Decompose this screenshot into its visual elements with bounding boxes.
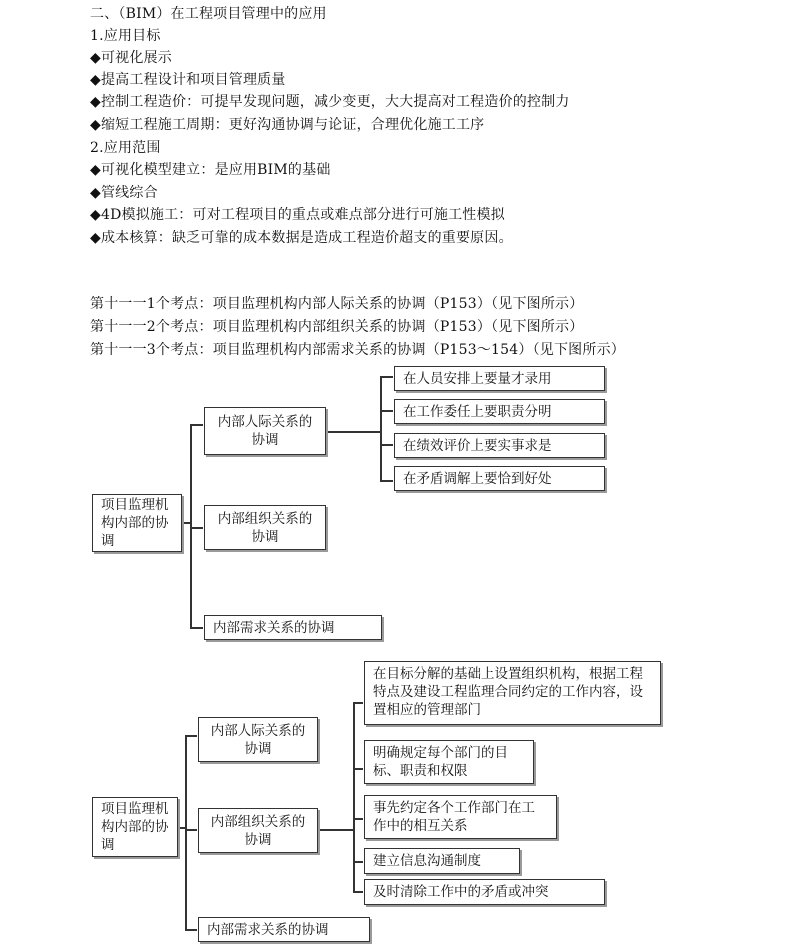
connector <box>353 702 355 892</box>
node-interpersonal: 内部人际关系的协调 <box>204 407 326 455</box>
bullet-line: ◆管线综合 <box>90 185 158 201</box>
bullet-line: ◆4D模拟施工：可对工程项目的重点或难点部分进行可施工性模拟 <box>90 207 505 223</box>
node-demand: 内部需求关系的协调 <box>204 615 382 640</box>
connector <box>353 818 363 820</box>
subheading-scope: 2.应用范围 <box>90 140 161 156</box>
connector <box>380 480 393 482</box>
leaf-node: 建立信息沟通制度 <box>364 848 520 874</box>
connector <box>380 376 393 378</box>
connector <box>190 424 192 628</box>
bullet-line: ◆控制工程造价：可提早发现问题，减少变更，大大提高对工程造价的控制力 <box>90 94 570 110</box>
bullet-line: ◆成本核算：缺乏可靠的成本数据是造成工程造价超支的重要原因。 <box>90 230 513 246</box>
root-node: 项目监理机构内部的协调 <box>92 797 178 857</box>
leaf-node: 在目标分解的基础上设置组织机构，根据工程特点及建设工程监理合同约定的工作内容，设置相应的管理部门 <box>364 661 661 725</box>
bullet-line: ◆缩短工程施工周期：更好沟通协调与论证，合理优化施工工序 <box>90 117 485 133</box>
connector <box>380 376 382 481</box>
bullet-line: ◆提高工程设计和项目管理质量 <box>90 72 286 88</box>
connector <box>353 891 363 893</box>
exam-point-line: 第十一一1个考点：项目监理机构内部人际关系的协调（P153）（见下图所示） <box>90 296 584 312</box>
connector <box>185 735 197 737</box>
section-heading: 二、（BIM）在工程项目管理中的应用 <box>90 6 327 22</box>
connector <box>190 627 203 629</box>
connector <box>185 929 197 931</box>
root-node: 项目监理机构内部的协调 <box>92 494 182 552</box>
connector <box>353 702 363 704</box>
leaf-node: 及时清除工作中的矛盾或冲突 <box>364 879 605 905</box>
connector <box>325 431 381 433</box>
exam-point-line: 第十一一2个考点：项目监理机构内部组织关系的协调（P153）（见下图所示） <box>90 319 584 335</box>
node-organizational: 内部组织关系的协调 <box>198 808 318 853</box>
subheading-goals: 1.应用目标 <box>90 28 161 44</box>
connector <box>353 768 363 770</box>
connector <box>185 735 187 930</box>
node-demand: 内部需求关系的协调 <box>198 917 370 942</box>
exam-point-line: 第十一一3个考点：项目监理机构内部需求关系的协调（P153～154）（见下图所示） <box>90 342 625 358</box>
leaf-node: 明确规定每个部门的目标、职责和权限 <box>364 740 534 784</box>
connector <box>190 527 203 529</box>
leaf-node: 事先约定各个工作部门在工作中的相互关系 <box>364 795 557 839</box>
bullet-line: ◆可视化模型建立：是应用BIM的基础 <box>90 162 331 178</box>
node-interpersonal: 内部人际关系的协调 <box>198 717 318 762</box>
leaf-node: 在绩效评价上要实事求是 <box>394 433 605 458</box>
connector <box>190 424 203 426</box>
node-organizational: 内部组织关系的协调 <box>204 505 326 550</box>
connector <box>380 444 393 446</box>
bullet-line: ◆可视化展示 <box>90 50 172 66</box>
connector <box>353 861 363 863</box>
leaf-node: 在人员安排上要量才录用 <box>394 366 605 391</box>
leaf-node: 在工作委任上要职责分明 <box>394 399 605 424</box>
connector <box>185 829 197 831</box>
connector <box>380 410 393 412</box>
connector <box>318 829 354 831</box>
leaf-node: 在矛盾调解上要恰到好处 <box>394 466 605 491</box>
